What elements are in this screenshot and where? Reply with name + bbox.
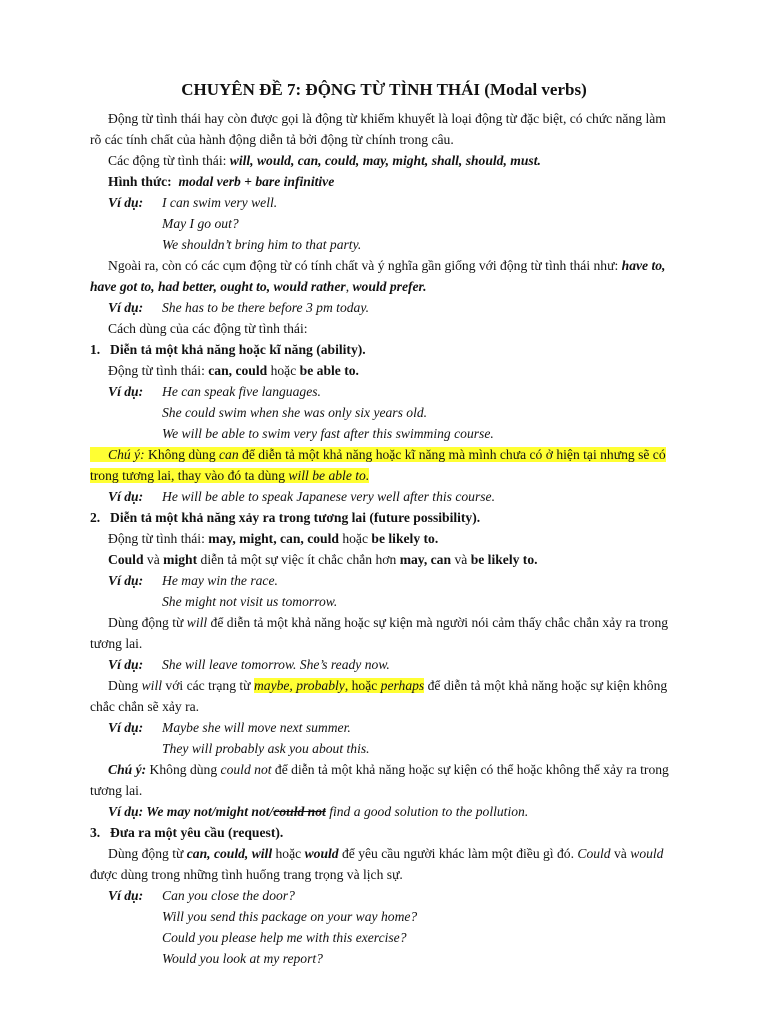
example-line: We will be able to swim very fast after this swimming course.	[162, 426, 494, 441]
example-line: She might not visit us tomorrow.	[162, 594, 338, 609]
intro-paragraph: Động từ tình thái hay còn được gọi là động từ khiếm khuyết là loại động từ đặc biệt, có chức năng làm rõ các tính chất của hành động diễn tả bởi động từ chính trong câu.	[90, 111, 666, 147]
phrasal-modals-paragraph: Ngoài ra, còn có các cụm động từ có tính chất và ý nghĩa gần giống với động từ tình thái như: have to, have got to, had better, ought to, would rather, would prefer.	[90, 258, 666, 294]
example-row: Ví dụ: He can speak five languages.	[108, 384, 321, 399]
example-row: Ví dụ: She will leave tomorrow. She’s ready now.	[108, 657, 390, 672]
page-title: CHUYÊN ĐỀ 7: ĐỘNG TỪ TÌNH THÁI (Modal verbs)	[181, 80, 587, 99]
section-2-note: Chú ý: Không dùng could not để diễn tả một khả năng hoặc sự kiện có thể hoặc không thể xảy ra trong tương lai.	[90, 762, 669, 798]
section-3-heading: 3. Đưa ra một yêu cầu (request).	[90, 825, 284, 840]
example-line: She could swim when she was only six years old.	[162, 405, 428, 420]
section-2-adverbs-paragraph: Dùng will với các trạng từ maybe, probably, hoặc perhaps để diễn tả một khả năng hoặc sự kiện không chắc chắn sẽ xảy ra.	[90, 678, 668, 714]
section-1-heading: 1. Diễn tả một khả năng hoặc kĩ năng (ability).	[90, 342, 366, 357]
usage-lead: Cách dùng của các động từ tình thái:	[108, 321, 308, 336]
example-line: Would you look at my report?	[162, 951, 323, 966]
example-row: Ví dụ: He may win the race.	[108, 573, 278, 588]
example-row: Ví dụ: She has to be there before 3 pm today.	[108, 300, 370, 315]
example-row: Ví dụ: Can you close the door?	[108, 888, 295, 903]
example-row: Ví dụ: I can swim very well.	[108, 195, 278, 210]
section-2-note-example: Ví dụ: We may not/might not/could not find a good solution to the pollution.	[108, 804, 529, 819]
section-2-heading: 2. Diễn tả một khả năng xảy ra trong tương lai (future possibility).	[90, 510, 481, 525]
example-line: Will you send this package on your way home?	[162, 909, 418, 924]
form-line: Hình thức: modal verb + bare infinitive	[108, 174, 335, 189]
example-line: We shouldn’t bring him to that party.	[162, 237, 362, 252]
section-1-note: Chú ý: Không dùng can để diễn tả một khả năng hoặc kĩ năng mà mình chưa có ở hiện tại nhưng sẽ có trong tương lai, thay vào đó ta dùng will be able to.	[90, 447, 666, 483]
example-row: Ví dụ: He will be able to speak Japanese very well after this course.	[108, 489, 495, 504]
example-line: Could you please help me with this exercise?	[162, 930, 407, 945]
section-2-will-paragraph: Dùng động từ will để diễn tả một khả năng hoặc sự kiện mà người nói cảm thấy chắc chắn xảy ra trong tương lai.	[90, 615, 669, 651]
example-line: May I go out?	[162, 216, 239, 231]
example-line: They will probably ask you about this.	[162, 741, 370, 756]
example-row: Ví dụ: Maybe she will move next summer.	[108, 720, 351, 735]
section-2-verbs: Động từ tình thái: may, might, can, could hoặc be likely to.	[108, 531, 439, 546]
modal-list: Các động từ tình thái: will, would, can, could, may, might, shall, should, must.	[108, 153, 541, 168]
section-1-verbs: Động từ tình thái: can, could hoặc be able to.	[108, 363, 359, 378]
section-3-paragraph: Dùng động từ can, could, will hoặc would để yêu cầu người khác làm một điều gì đó. Could và would được dùng trong những tình huống trang trọng và lịch sự.	[90, 846, 664, 882]
section-2-comparison: Could và might diễn tả một sự việc ít chắc chắn hơn may, can và be likely to.	[108, 552, 538, 567]
